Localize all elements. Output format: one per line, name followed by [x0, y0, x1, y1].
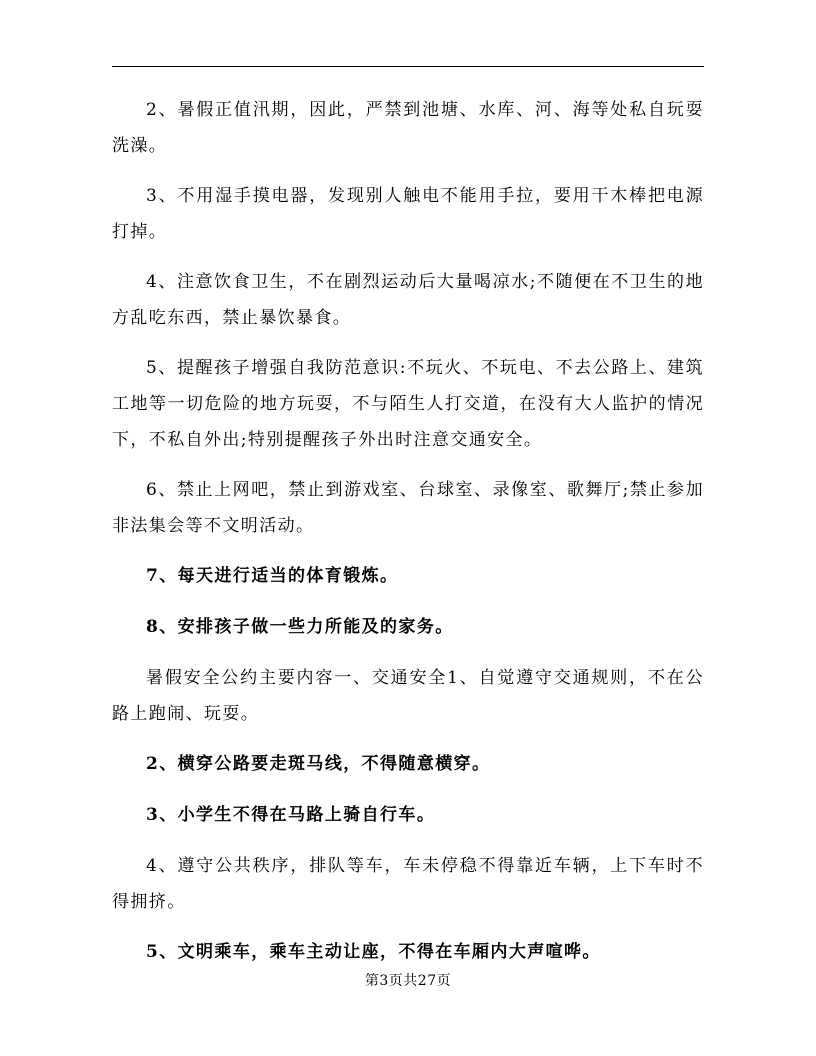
- header-rule: [112, 66, 704, 67]
- document-body: [112, 92, 704, 985]
- paragraph: 5、提醒孩子增强自我防范意识:不玩火、不玩电、不去公路上、建筑工地等一切危险的地方玩耍，不与陌生人打交道，在没有大人监护的情况下，不私自外出;特别提醒孩子外出时注意交通安全。: [112, 358, 704, 450]
- paragraph-bold: 7、每天进行适当的体育锻炼。: [146, 566, 399, 586]
- paragraph-bold: 8、安排孩子做一些力所能及的家务。: [146, 617, 454, 637]
- paragraph-bold: 2、横穿公路要走斑马线，不得随意横穿。: [146, 754, 491, 774]
- paragraph: 4、注意饮食卫生，不在剧烈运动后大量喝凉水;不随便在不卫生的地方乱吃东西，禁止暴饮暴食。: [112, 272, 704, 328]
- page-number: 第3页共27页: [364, 973, 452, 989]
- paragraph-bold: 5、文明乘车，乘车主动让座，不得在车厢内大声喧哗。: [146, 942, 601, 962]
- paragraph: 3、不用湿手摸电器，发现别人触电不能用手拉，要用干木棒把电源打掉。: [112, 186, 704, 242]
- paragraph-bold: 3、小学生不得在马路上骑自行车。: [146, 805, 436, 825]
- paragraph: 2、暑假正值汛期，因此，严禁到池塘、水库、河、海等处私自玩耍洗澡。: [112, 100, 704, 156]
- paragraph: 4、遵守公共秩序，排队等车，车未停稳不得靠近车辆，上下车时不得拥挤。: [112, 856, 704, 912]
- paragraph: 暑假安全公约主要内容一、交通安全1、自觉遵守交通规则，不在公路上跑闹、玩耍。: [112, 668, 704, 724]
- paragraph: 6、禁止上网吧，禁止到游戏室、台球室、录像室、歌舞厅;禁止参加非法集会等不文明活动。: [112, 480, 704, 536]
